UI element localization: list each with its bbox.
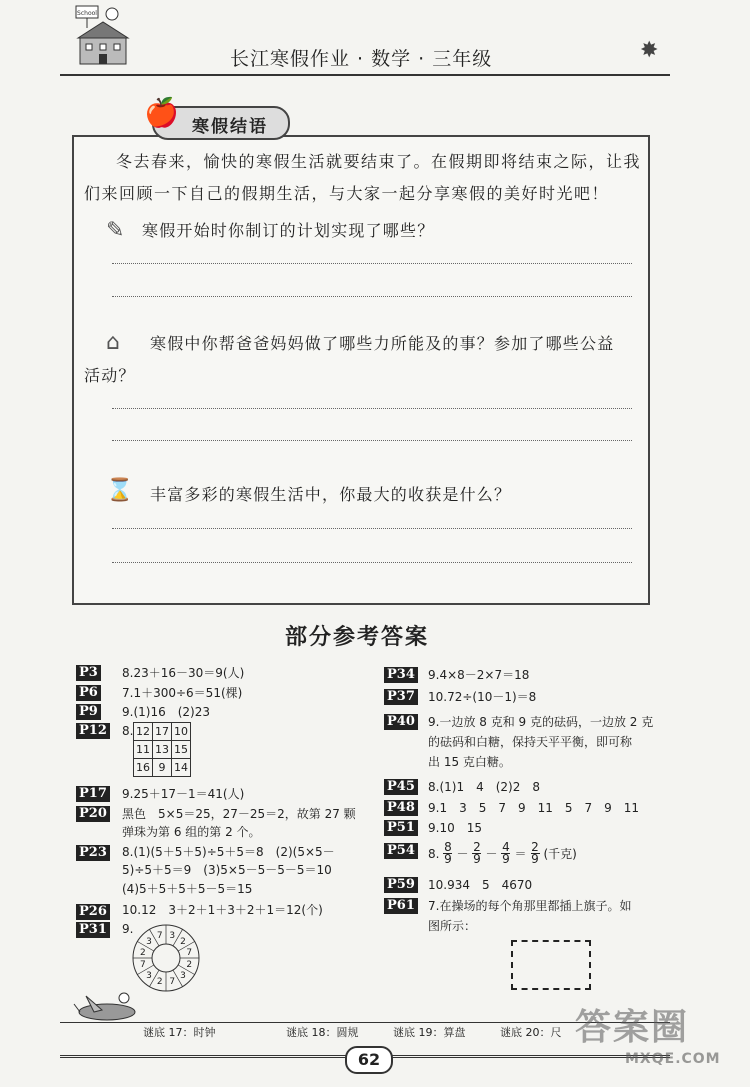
answer-text: 8.(1)(5＋5＋5)÷5＋5＝8 (2)(5×5－	[122, 845, 335, 859]
page-label: P31	[76, 922, 110, 938]
school-sign: School	[77, 10, 97, 17]
ring-number: 2	[139, 947, 146, 958]
house-icon: ⌂	[106, 330, 120, 355]
answer-text: 8.23＋16－30＝9(人)	[122, 666, 245, 680]
number-ring-figure	[130, 922, 202, 994]
sparkle-icon: ✸	[640, 38, 659, 63]
page-label: P6	[76, 685, 101, 701]
page-label: P23	[76, 845, 110, 861]
ring-number: 2	[156, 977, 163, 988]
page-label: P51	[384, 820, 418, 836]
ring-number: 2	[186, 960, 193, 971]
page-label: P45	[384, 779, 418, 795]
apple-character-icon: 🍎	[144, 96, 179, 129]
hourglass-icon: ⌛	[106, 478, 134, 503]
tools-icon: ✎	[106, 218, 125, 243]
riddle-answer: 谜底 20：尺	[500, 1026, 562, 1039]
magic-square: 12 17 10 11 13 15 16 9 14	[133, 722, 191, 777]
riddle-answer: 谜底 17：时钟	[143, 1026, 216, 1039]
question-gain: 丰富多彩的寒假生活中，你最大的收获是什么？	[150, 485, 512, 504]
riddle-answer: 谜底 19：算盘	[393, 1026, 466, 1039]
section-tab	[144, 96, 290, 140]
question-plan: 寒假开始时你制订的计划实现了哪些？	[142, 221, 435, 240]
question-help-cont: 活动？	[84, 366, 136, 385]
page-label: P48	[384, 800, 418, 816]
answer-text: 5)÷5＋5＝9 (3)5×5－5－5－5＝10	[122, 863, 332, 877]
answer-line[interactable]	[112, 562, 632, 563]
ring-number: 7	[139, 960, 146, 971]
riddle-answer: 谜底 18：圆规	[286, 1026, 359, 1039]
intro-paragraph: 冬去春来，愉快的寒假生活就要结束了。在假期即将结束之际，让我们来回顾一下自己的假期生活，与大家一起分享寒假的美好时光吧！	[84, 152, 642, 203]
answer-text: 10.934 5 4670	[428, 878, 533, 892]
section-tab-label: 寒假结语	[192, 117, 268, 137]
ring-number: 7	[169, 977, 176, 988]
answer-text: 7.在操场的每个角那里都插上旗子。如	[428, 899, 632, 913]
page-label: P20	[76, 806, 110, 822]
ring-number: 3	[146, 970, 152, 981]
answer-text: 9.25＋17－1＝41(人)	[122, 787, 245, 801]
answer-text: 9.4×8－2×7＝18	[428, 668, 530, 682]
ring-number: 7	[186, 947, 193, 958]
page-label: P61	[384, 898, 418, 914]
answer-text: 8.	[122, 724, 134, 738]
ring-number: 3	[146, 937, 152, 948]
answer-line[interactable]	[112, 296, 632, 297]
answer-text: (4)5＋5＋5＋5－5＝15	[122, 882, 253, 896]
ring-number: 7	[156, 930, 163, 941]
page-label: P9	[76, 704, 101, 720]
ring-number: 3	[180, 970, 186, 981]
answer-fraction: 8. 8 9 － 2 9 － 4 9 ＝ 2 9 (千克)	[428, 840, 577, 866]
answer-line[interactable]	[112, 263, 632, 264]
page-header	[60, 40, 670, 76]
answer-text: 9.1 3 5 7 9 11 5 7 9 11	[428, 801, 640, 815]
flag-rectangle-figure	[511, 940, 591, 990]
answer-text: 10.72÷(10－1)＝8	[428, 690, 537, 704]
page-label: P37	[384, 689, 418, 705]
answer-text: 7.1＋300÷6＝51(棵)	[122, 686, 243, 700]
answers-title: 部分参考答案	[285, 625, 430, 650]
answer-text: 10.12 3＋2＋1＋3＋2＋1＝12(个)	[122, 903, 323, 917]
question-help: 寒假中你帮爸爸妈妈做了哪些力所能及的事？参加了哪些公益	[150, 334, 615, 353]
page-label: P12	[76, 723, 110, 739]
page-label: P17	[76, 786, 110, 802]
header-title: 长江寒假作业 · 数学 · 三年级	[230, 48, 493, 70]
answer-line[interactable]	[112, 440, 632, 441]
page-label: P34	[384, 667, 418, 683]
answer-text: 9.10 15	[428, 821, 482, 835]
page-label: P26	[76, 904, 110, 920]
page-label: P59	[384, 877, 418, 893]
answer-text: 8.(1)1 4 (2)2 8	[428, 780, 540, 794]
answer-text: 9.一边放 8 克和 9 克的砝码，一边放 2 克	[428, 715, 654, 729]
ring-number: 3	[169, 930, 176, 941]
answer-text: 的砝码和白糖，保持天平平衡，即可称	[428, 735, 633, 749]
answer-text: 弹珠为第 6 组的第 2 个。	[122, 825, 261, 839]
answer-text: 9.(1)16 (2)23	[122, 705, 210, 719]
page-number: 62	[345, 1046, 393, 1074]
answer-text: 图所示：	[428, 919, 477, 933]
page-label: P54	[384, 843, 418, 859]
answer-text: 9.	[122, 922, 134, 936]
answer-line[interactable]	[112, 408, 632, 409]
watermark-logo: 答案圈 MXQE.COM	[575, 1007, 721, 1067]
page-label: P3	[76, 665, 101, 681]
ring-number: 2	[180, 937, 186, 948]
answer-text: 出 15 克白糖。	[428, 755, 511, 769]
page-label: P40	[384, 714, 418, 730]
answer-text: 黑色 5×5＝25，27－25＝2，故第 27 颗	[122, 807, 356, 821]
answer-line[interactable]	[112, 528, 632, 529]
